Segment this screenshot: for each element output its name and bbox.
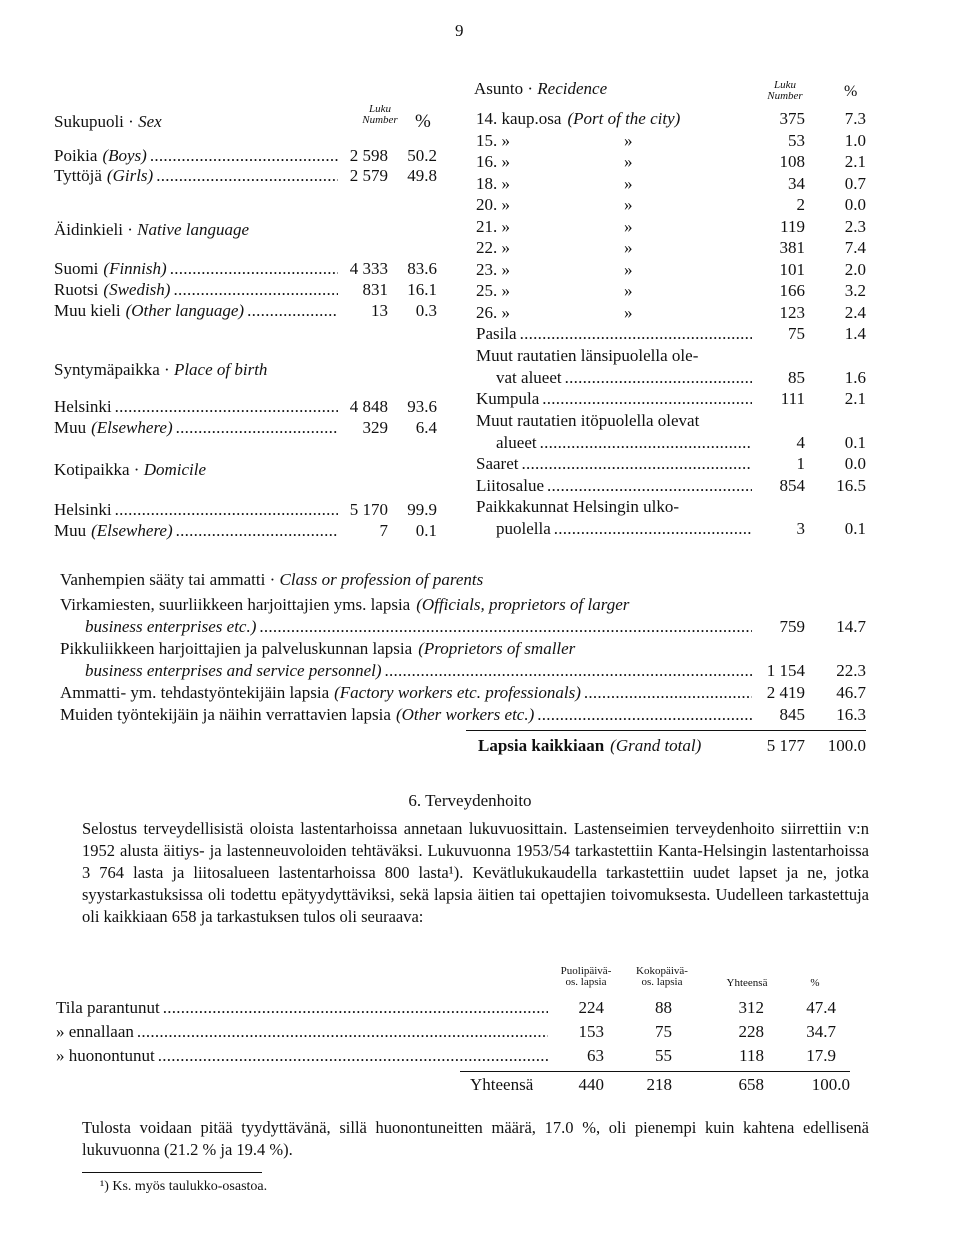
domicile-row-count: 7 [379,521,388,540]
sex-row-label: Tyttöjä [54,166,102,185]
language-title-text: Äidinkieli [54,220,123,239]
residence-row-label-en: » [624,173,633,193]
residence-row-label-en: » [624,216,633,236]
language-row-count: 831 [362,280,388,299]
parents-row-line [60,640,575,657]
residence-row [476,173,633,193]
residence-row-count: 119 [780,216,805,236]
residence-row-count: 854 [779,475,805,495]
language-row-label: Muu kieli [54,301,121,320]
footnote: ¹) Ks. myös taulukko-osastoa. [100,1179,268,1194]
residence-row-pct: 1.0 [844,130,866,150]
parents-row-pct: 46.7 [836,683,866,702]
residence-row-label: 18. » [476,173,510,193]
residence-row-label: Paikkakunnat Helsingin ulko- [476,497,680,516]
parents-row-count: 845 [779,705,805,724]
health-row-half: 153 [578,1022,604,1041]
residence-row-pct: 0.0 [844,195,866,214]
residence-row [496,369,752,389]
language-row-pct: 83.6 [407,259,437,278]
sex-row-count: 2 598 [349,146,388,165]
health-heading: 6. Terveydenhoito [408,791,532,810]
parents-title [60,571,483,588]
sex-row-pct: 50.2 [407,146,437,165]
health-row-leader [160,999,548,1016]
residence-row [496,434,752,454]
language-row [54,260,338,280]
residence-row-pct: 3.2 [844,281,866,300]
parents-row-pct: 16.3 [836,705,866,724]
health-total-half: 440 [578,1075,604,1094]
residence-row-leader [517,325,752,342]
residence-row-label: 21. » [476,216,510,236]
residence-row-pct: 0.1 [844,519,866,538]
language-title-en: Native language [137,220,250,239]
health-col-full-header: Kokopäivä- os. lapsia [636,965,688,988]
language-row-leader [170,281,338,298]
parents-row-pct: 22.3 [836,661,866,680]
parents-title-text: Vanhempien sääty tai ammatti [60,570,266,589]
parents-row-label: Virkamiesten, suurliikkeen harjoittajien yms. lapsia [60,595,411,614]
parents-row-leader [382,662,752,679]
health-total-full: 218 [646,1075,672,1094]
sex-title-sep: · [123,112,139,131]
birthplace-row [54,419,338,439]
residence-row [476,390,752,410]
health-row-total: 228 [738,1022,764,1041]
language-row-label-en: (Swedish) [103,280,171,299]
parents-total-label-en: (Grand total) [610,736,702,755]
sex-row-label-en: (Girls) [106,166,154,185]
residence-row-label-en: » [624,130,633,150]
health-row-label: Tila parantunut [56,998,160,1017]
domicile-title-text: Kotipaikka [54,460,130,479]
language-title-sep: · [122,220,138,239]
parents-row-label: Ammatti- ym. tehdastyöntekijäin lapsia [60,683,330,702]
parents-row [60,706,752,726]
residence-row-label-2: alueet [496,432,537,452]
parents-title-sep: · [265,570,280,589]
language-row-pct: 16.1 [407,280,437,299]
sex-title-en: Sex [138,112,162,131]
domicile-row-count: 5 170 [349,500,388,519]
parents-row [80,662,752,682]
parents-row-label-en: (Officials, proprietors of larger [416,595,630,614]
birthplace-row-label-en: (Elsewhere) [91,418,173,437]
domicile-title [54,461,206,478]
residence-row-label: Pasila [476,324,517,343]
parents-row-label-en: (Other workers etc.) [395,705,535,724]
parents-row [60,684,752,704]
residence-row-label-2: puolella [496,519,551,538]
health-col-total-header: Yhteensä [726,977,768,989]
health-row-pct: 34.7 [806,1022,836,1041]
health-row-total: 118 [739,1046,764,1065]
birthplace-row-leader [173,419,338,436]
parents-row-count: 1 154 [766,661,805,680]
residence-row-label-en: » [624,281,633,300]
language-row-leader [244,302,338,319]
health-row-half: 63 [587,1046,604,1065]
health-row-half: 224 [578,998,604,1017]
residence-title [474,80,607,97]
language-row-leader [167,260,338,277]
parents-row-leader [534,706,752,723]
residence-row-label: Liitosalue [476,475,544,495]
sex-row-label: Poikia [54,146,98,165]
residence-row-label-en: » [624,195,633,214]
residence-row-label: 23. » [476,259,510,279]
birthplace-row-pct: 6.4 [415,418,437,437]
residence-row [476,152,633,171]
health-row [56,999,548,1019]
residence-row-count: 1 [796,454,805,473]
residence-row-label: 14. kaup.osa [476,109,562,128]
sex-row [54,167,338,187]
residence-row-pct: 2.3 [844,216,866,236]
domicile-row-leader [173,522,338,539]
sex-count-header: Luku Number [362,103,398,126]
residence-row [476,281,633,300]
residence-row-pct: 0.1 [844,432,866,452]
footnote-rule [82,1172,262,1173]
residence-row-leader [551,520,752,537]
parents-row-label-en: (Factory workers etc. professionals) [334,683,581,702]
residence-row-count: 375 [779,109,805,128]
residence-row-pct: 2.4 [844,302,866,322]
language-row-label: Suomi [54,259,99,278]
sex-pct-header: % [415,111,431,132]
birthplace-title-text: Syntymäpaikka [54,360,160,379]
language-row-label-en: (Other language) [125,301,245,320]
domicile-row-label: Muu [54,521,87,540]
parents-row [80,618,752,638]
residence-row-label-en: » [624,238,633,257]
sex-row-pct: 49.8 [407,166,437,185]
residence-row-pct: 2.1 [844,389,866,408]
residence-row [476,455,752,475]
residence-row-label-en: (Port of the city) [567,109,681,128]
sex-row-count: 2 579 [349,166,388,185]
residence-row [476,130,633,150]
sex-title-text: Sukupuoli [54,112,124,131]
residence-row-label: 22. » [476,238,510,257]
residence-row [476,302,633,322]
residence-row-count: 123 [779,302,805,322]
residence-row [476,259,633,279]
residence-row-count: 2 [796,195,805,214]
residence-row-label: 20. » [476,195,510,214]
residence-row-label: 26. » [476,302,510,322]
birthplace-row [54,398,338,418]
birthplace-row-label: Muu [54,418,87,437]
residence-row-leader [539,390,752,407]
parents-total-pct: 100.0 [827,736,866,755]
residence-row [476,325,752,345]
health-row-label: » huonontunut [56,1046,155,1065]
residence-row-label: 15. » [476,130,510,150]
parents-row-line [60,596,629,613]
health-row-label: » ennallaan [56,1022,134,1041]
residence-row-count: 75 [788,324,805,343]
health-row-total: 312 [738,998,764,1017]
birthplace-title [54,361,267,378]
residence-row-label: 16. » [476,152,510,171]
residence-row-count: 108 [779,152,805,171]
language-row-count: 4 333 [349,259,388,278]
domicile-row [54,501,338,521]
health-row-full: 75 [655,1022,672,1041]
parents-total-label: Lapsia kaikkiaan [478,736,605,755]
residence-row-pct: 16.5 [836,475,866,495]
parents-row-count: 2 419 [766,683,805,702]
residence-row-label: Muut rautatien länsipuolella ole- [476,345,699,365]
residence-row-count: 111 [780,389,805,408]
parents-row-leader [256,618,752,635]
health-row-pct: 17.9 [806,1046,836,1065]
health-paragraph-2: Tulosta voidaan pitää tyydyttävänä, sillä huonontuneitten määrä, 17.0 %, oli pienempi kuin kahtena edellisenä lukuvuonna (21.2 % ja 19.4 %). [82,1118,869,1159]
residence-row-pct: 0.7 [844,173,866,193]
domicile-row-leader [112,501,338,518]
residence-row [476,238,633,257]
sex-row-leader [153,167,338,184]
residence-row [476,477,752,497]
residence-row-pct: 2.0 [844,259,866,279]
residence-row-count: 101 [779,259,805,279]
residence-row-count: 4 [796,432,805,452]
residence-row-count: 166 [779,281,805,300]
language-row-count: 13 [371,301,388,320]
residence-row-leader [562,369,752,386]
residence-row-label: 25. » [476,281,510,300]
birthplace-row-leader [112,398,338,415]
parents-total-count: 5 177 [766,736,805,755]
health-total-rule [460,1071,850,1072]
parents-row-pct: 14.7 [836,617,866,636]
health-row [56,1023,548,1043]
parents-title-en: Class or profession of parents [279,570,484,589]
language-title [54,221,249,238]
birthplace-row-count: 4 848 [349,397,388,416]
language-row [54,281,338,301]
residence-row-count: 53 [788,130,805,150]
health-paragraph-1: Selostus terveydellisistä oloista lastentarhoissa annetaan lukuvuosittain. Lastenseimien terveydenhoito siirrettiin v:n 1952 alusta äitiys- ja lastenneuvoloiden tehtäväksi. Lukuvuonna 1953/54 tarkastettiin Kanta-Helsingin lastentarhoissa 3 764 lasta ja liitosalueen lastentarhoissa 800 lasta¹). Kevätlukukaudella tarkastettiin uudet lapset ja ne, jotka syystarkastuksissa oli todettu epätyydyttäviksi, sekä lapsia äitien tai opettajien toivomuksesta. Uudelleen tarkastettuja oli kaikkiaan 658 ja tarkastuksen tulos oli seuraava: [82,819,869,926]
birthplace-row-pct: 93.6 [407,397,437,416]
parents-row-label: Pikkuliikkeen harjoittajien ja palveluskunnan lapsia [60,639,413,658]
residence-row-label-en: » [624,152,633,171]
domicile-row-label-en: (Elsewhere) [91,521,173,540]
language-row-pct: 0.3 [415,301,437,320]
domicile-row [54,522,338,542]
residence-row-pct: 1.4 [844,324,866,343]
domicile-row-label: Helsinki [54,500,112,519]
residence-row-label-en: » [624,302,633,322]
health-total-pct: 100.0 [811,1075,850,1094]
residence-title-text: Asunto [474,79,524,98]
sex-row-leader [147,147,338,164]
health-col-half-header: Puolipäivä- os. lapsia [560,965,612,988]
residence-row-leader [537,434,752,451]
health-row [56,1047,548,1067]
domicile-title-sep: · [129,460,144,479]
residence-row-pct: 2.1 [844,152,866,171]
language-row [54,302,338,322]
residence-row-leader [518,455,752,472]
residence-count-header: Luku Number [767,79,803,102]
language-row-label-en: (Finnish) [103,259,167,278]
parents-row-label: Muiden työntekijäin ja näihin verrattavien lapsia [60,705,391,724]
parents-total-rule [466,730,866,731]
residence-row-label: Saaret [476,454,519,473]
language-row-label: Ruotsi [54,280,99,299]
health-row-full: 88 [655,998,672,1017]
page-number: 9 [455,21,464,40]
domicile-row-pct: 0.1 [415,521,437,540]
residence-row-label-en: » [624,259,633,279]
sex-title [54,113,162,130]
parents-row-leader [581,684,752,701]
residence-row-pct: 0.0 [844,454,866,473]
sex-row-label-en: (Boys) [102,146,147,165]
residence-row [476,216,633,236]
domicile-title-en: Domicile [143,460,207,479]
residence-row-count: 3 [796,519,805,538]
residence-row-pct: 1.6 [844,367,866,387]
residence-row-leader [544,477,752,494]
birthplace-title-en: Place of birth [173,360,268,379]
parents-row-count: 759 [779,617,805,636]
parents-row-label-en: (Proprietors of smaller [418,639,576,658]
birthplace-row-label: Helsinki [54,397,112,416]
residence-row [496,520,752,540]
residence-row-count: 381 [779,238,805,257]
residence-pct-header: % [844,83,858,100]
sex-row [54,147,338,167]
residence-row [476,195,633,214]
health-row-leader [134,1023,548,1040]
parents-row-label-en-2: business enterprises and service personnel) [85,661,382,680]
health-total-total: 658 [738,1075,764,1094]
birthplace-row-count: 329 [362,418,388,437]
parents-row-label-en-2: business enterprises etc.) [85,617,257,636]
residence-row-label-2: vat alueet [496,367,562,387]
residence-row-label: Muut rautatien itöpuolella olevat [476,410,700,430]
birthplace-title-sep: · [159,360,174,379]
residence-row [476,110,680,127]
health-row-full: 55 [655,1046,672,1065]
residence-row-count: 85 [788,367,805,387]
health-total-label: Yhteensä [470,1075,534,1094]
residence-row-pct: 7.3 [844,109,866,128]
parents-total-row [478,737,701,754]
health-row-pct: 47.4 [806,998,836,1017]
residence-row-count: 34 [788,173,805,193]
health-row-leader [155,1047,548,1064]
residence-title-en: Recidence [537,79,608,98]
residence-row-label: Kumpula [476,389,540,408]
domicile-row-pct: 99.9 [407,500,437,519]
residence-title-sep: · [523,79,538,98]
health-col-pct-header: % [810,977,820,989]
residence-row-pct: 7.4 [844,238,866,257]
